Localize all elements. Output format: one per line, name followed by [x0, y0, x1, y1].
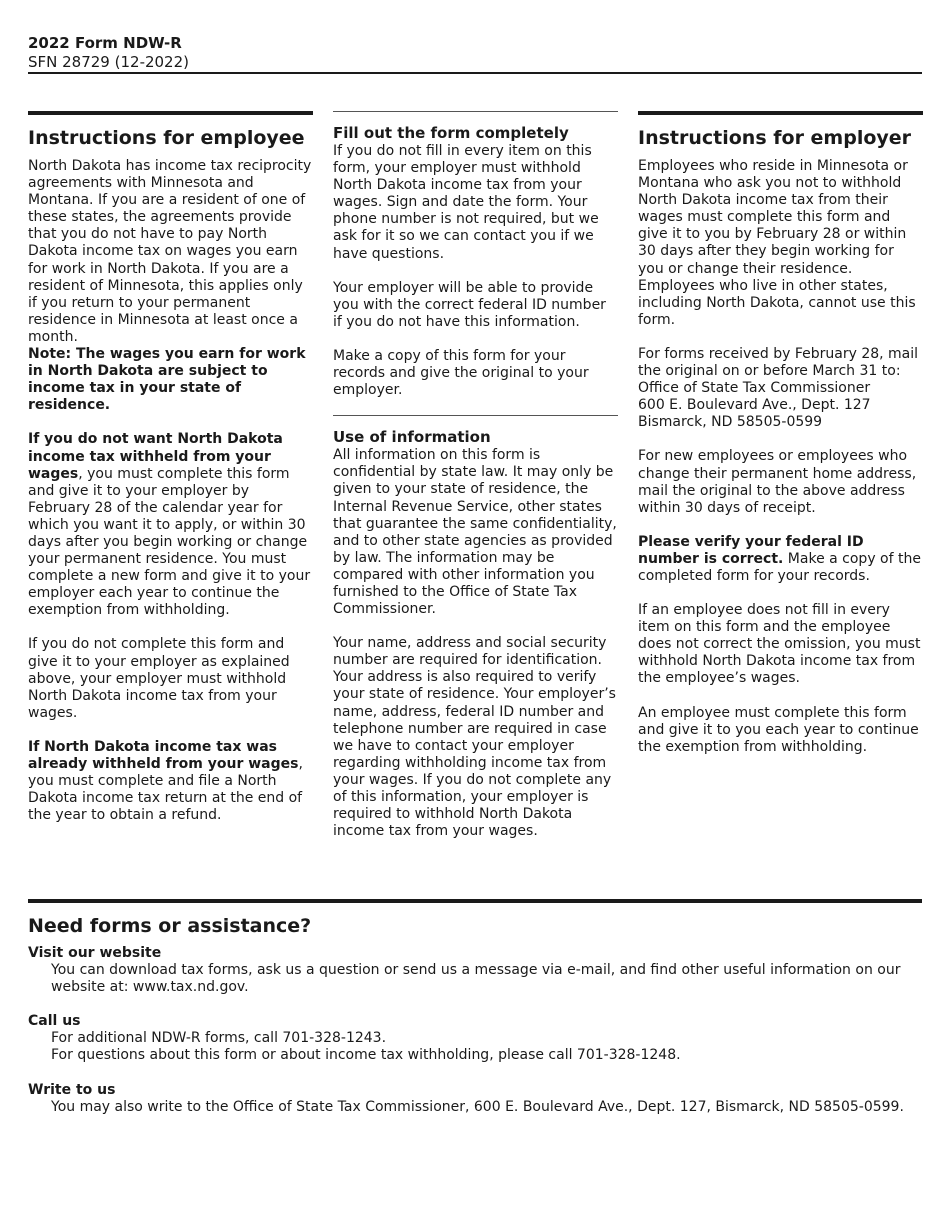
fill-out-title: Fill out the form completely [333, 124, 569, 142]
fill-out-paragraph-2: Your employer will be able to provide you with the correct federal ID number if you do not have this information. [333, 279, 606, 330]
employer-paragraph-4-bold: Please verify your federal ID number is correct. [638, 533, 864, 567]
call-text [51, 1030, 922, 1064]
employee-intro: North Dakota has income tax reciprocity agreements with Minnesota and Montana. If you are a resident of one of these states, the agreements provide that you do not have to pay North Dakota income tax on wages you earn for work in North Dakota. If you are a resident of Minnesota, this applies only if you return to your permanent residence in Minnesota at least once a month. [28, 158, 312, 345]
form-info-column [333, 111, 618, 857]
employee-paragraph-1-text: , you must complete this form and give it to your employer by February 28 of the calendar year for which you want it to apply, or within 30 days after you begin working or change your permanent residence. You must complete a new form and give it to your employer each year to continue the exemption from withholding. [28, 465, 311, 619]
employer-paragraph-5: If an employee does not fill in every item on this form and the employee does not correct the omission, you must withhold North Dakota income tax from the employee’s wages. [638, 602, 921, 687]
employer-paragraph-4 [638, 534, 923, 585]
employee-paragraph-3 [28, 739, 313, 824]
employee-paragraph-3-text: , you must complete and file a North Dakota income tax return at the end of the year to obtain a refund. [28, 756, 303, 824]
employer-paragraph-6: An employee must complete this form and give it to you each year to continue the exemption from withholding. [638, 704, 919, 755]
employee-paragraph-3-bold: If North Dakota income tax was already withheld from your wages [28, 738, 299, 772]
employee-paragraph-1-bold: If you do not want North Dakota income tax withheld from your wages [28, 431, 283, 482]
call-heading: Call us [28, 1013, 81, 1030]
employee-note [28, 346, 313, 414]
employer-instructions-column [638, 111, 923, 773]
use-of-information-title: Use of information [333, 428, 491, 447]
employer-instructions-title: Instructions for employer [638, 127, 912, 149]
assistance-section [28, 899, 922, 1133]
employer-paragraph-1: Employees who reside in Minnesota or Montana who ask you not to withhold North Dakota income tax from their wages must complete this form and give it to you by February 28 or within 30 days after they begin working for you or change their residence. Employees who live in other states, including North Dakota, cannot use this form. [638, 158, 916, 328]
mailing-city: Bismarck, ND 58505-0599 [638, 414, 823, 431]
employee-paragraph-2: If you do not complete this form and give it to your employer as explained above, your employer must withhold North Dakota income tax from your wages. [28, 636, 290, 721]
employer-paragraph-3: For new employees or employees who change their permanent home address, mail the original to the above address within 30 days of receipt. [638, 448, 917, 516]
employer-paragraph-4-text: Make a copy of the completed form for your records. [638, 550, 921, 584]
employee-instructions-column [28, 111, 313, 841]
page-header [28, 34, 922, 74]
form-title: 2022 Form NDW-R [28, 34, 182, 52]
website-text: You can download tax forms, ask us a question or send us a message via e-mail, and find other useful information on our website at: www.tax.nd.gov. [51, 962, 901, 996]
fill-out-paragraph-1: If you do not fill in every item on this form, your employer must withhold North Dakota income tax from your wages. Sign and date the form. Your phone number is not required, but we ask for it so we can contact you if we have questions. [333, 143, 599, 262]
employer-mailing-text: For forms received by February 28, mail the original on or before March 31 to: [638, 345, 919, 380]
employee-instructions-title: Instructions for employee [28, 127, 305, 149]
employer-mailing-paragraph [638, 346, 923, 431]
section-divider [333, 415, 618, 416]
fill-out-paragraph-3: Make a copy of this form for your records and give the original to your employer. [333, 347, 589, 399]
write-text: You may also write to the Office of State Tax Commissioner, 600 E. Boulevard Ave., Dept. 127, Bismarck, ND 58505-0599. [51, 1098, 904, 1115]
call-forms-line: For additional NDW-R forms, call 701-328-1243. [51, 1030, 387, 1047]
employee-paragraph-1 [28, 431, 313, 619]
write-heading: Write to us [28, 1081, 116, 1098]
assistance-title: Need forms or assistance? [28, 915, 312, 937]
website-heading: Visit our website [28, 945, 162, 961]
employee-note-text: Note: The wages you earn for work in North Dakota are subject to income tax in your state of residence. [28, 346, 306, 414]
use-of-information-paragraph-2: Your name, address and social security number are required for identification. Your address is also required to verify your state of residence. Your employer’s name, address, federal ID number and telephone number are required in case we have to contact your employer regarding withholding income tax from your wages. If you do not complete any of this information, your employer is required to withhold North Dakota income tax from your wages. [333, 635, 616, 840]
form-number: SFN 28729 (12-2022) [28, 53, 190, 71]
mailing-street: 600 E. Boulevard Ave., Dept. 127 [638, 397, 871, 414]
use-of-information-paragraph-1: All information on this form is confidential by state law. It may only be given to your state of residence, the Internal Revenue Service, other states that guarantee the same confidentiality, and to other state agencies as provided by law. The information may be compared with other information you furnished to the Office of State Tax Commissioner. [333, 447, 617, 618]
mailing-office: Office of State Tax Commissioner [638, 380, 871, 397]
call-questions-line: For questions about this form or about income tax withholding, please call 701-328-1248. [51, 1047, 681, 1064]
